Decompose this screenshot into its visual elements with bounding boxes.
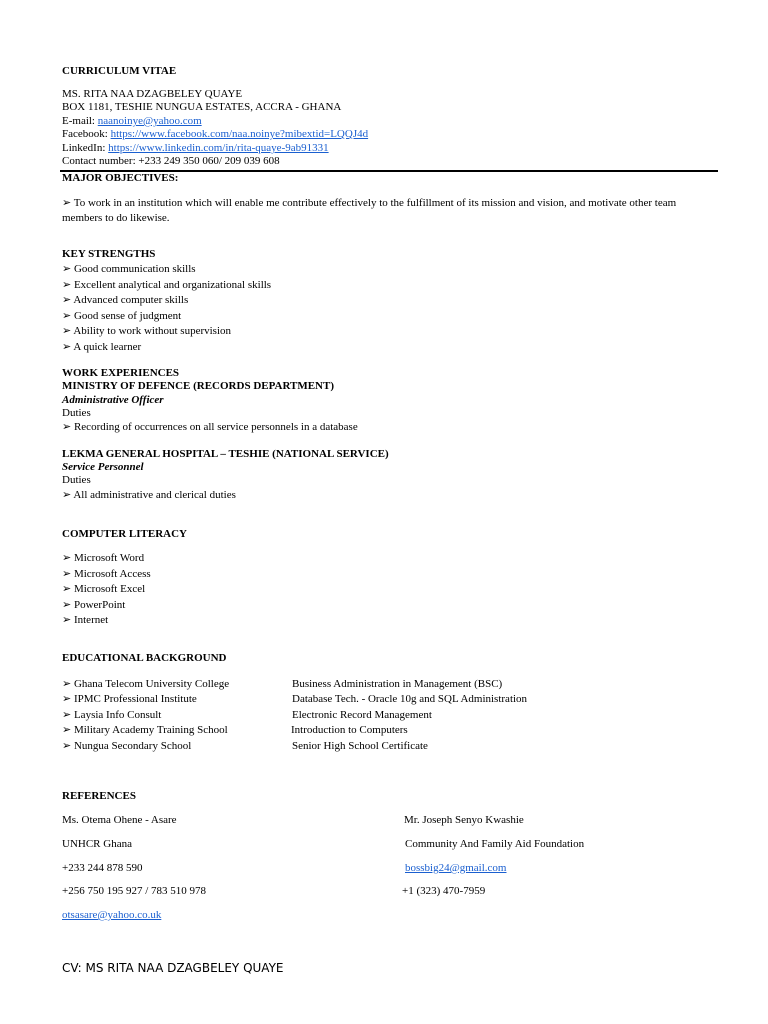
work-heading: WORK EXPERIENCES	[62, 367, 180, 379]
objectives-heading: MAJOR OBJECTIVES:	[62, 172, 179, 184]
reference-name: Mr. Joseph Senyo Kwashie	[404, 814, 524, 826]
reference-phone: +233 244 878 590	[62, 862, 143, 874]
reference-phone: +1 (323) 470-7959	[402, 885, 486, 897]
job-role: Administrative Officer	[62, 394, 164, 406]
strength-item: ➢ Excellent analytical and organizational skills	[62, 279, 272, 291]
facebook-link[interactable]: https://www.facebook.com/naa.noinye?mibextid=LQQJ4d	[110, 128, 369, 140]
email-label: E-mail:	[62, 115, 98, 127]
linkedin-line	[62, 142, 329, 155]
duties-label: Duties	[62, 407, 91, 419]
education-heading: EDUCATIONAL BACKGROUND	[62, 652, 227, 664]
strength-item: ➢ Good communication skills	[62, 263, 196, 275]
education-school: ➢ Ghana Telecom University College	[62, 678, 230, 690]
education-school: ➢ IPMC Professional Institute	[62, 693, 197, 705]
linkedin-link[interactable]: https://www.linkedin.com/in/rita-quaye-9ab91331	[108, 142, 329, 154]
education-school: ➢ Nungua Secondary School	[62, 740, 192, 752]
education-course: Senior High School Certificate	[292, 740, 428, 752]
references-heading: REFERENCES	[62, 790, 136, 802]
linkedin-label: LinkedIn:	[62, 142, 109, 154]
strength-item: ➢ Advanced computer skills	[62, 294, 189, 306]
computer-heading: COMPUTER LITERACY	[62, 528, 187, 540]
job-role: Service Personnel	[62, 461, 144, 473]
duties-label: Duties	[62, 474, 91, 486]
objectives-text: ➢ To work in an institution which will enable me contribute effectively to the fulfillment of its mission and vision, and motivate other team members to do likewise.	[62, 197, 677, 224]
employer-name: LEKMA GENERAL HOSPITAL – TESHIE (NATIONAL SERVICE)	[62, 448, 389, 460]
strength-item: ➢ A quick learner	[62, 341, 142, 353]
document-title: CURRICULUM VITAE	[62, 65, 177, 77]
facebook-label: Facebook:	[62, 128, 111, 140]
reference-org: Community And Family Aid Foundation	[405, 838, 585, 850]
duty-item: ➢ All administrative and clerical duties	[62, 489, 236, 501]
computer-item: ➢ Internet	[62, 614, 109, 626]
education-course: Electronic Record Management	[292, 709, 432, 721]
contact-number: Contact number: +233 249 350 060/ 209 039 608	[62, 155, 280, 167]
education-school: ➢ Military Academy Training School	[62, 724, 228, 736]
facebook-line	[62, 128, 368, 141]
computer-item: ➢ Microsoft Excel	[62, 583, 146, 595]
email-line	[62, 115, 202, 128]
strengths-heading: KEY STRENGTHS	[62, 248, 156, 260]
education-course: Database Tech. - Oracle 10g and SQL Administration	[292, 693, 528, 705]
education-school: ➢ Laysia Info Consult	[62, 709, 162, 721]
reference-org: UNHCR Ghana	[62, 838, 132, 850]
reference-email-link[interactable]: otsasare@yahoo.co.uk	[62, 909, 162, 921]
education-course: Introduction to Computers	[291, 724, 408, 736]
page-footer: CV: MS RITA NAA DZAGBELEY QUAYE	[62, 961, 284, 975]
education-course: Business Administration in Management (BSC)	[292, 678, 503, 690]
strength-item: ➢ Good sense of judgment	[62, 310, 182, 322]
computer-item: ➢ Microsoft Access	[62, 568, 151, 580]
computer-item: ➢ PowerPoint	[62, 599, 126, 611]
reference-name: Ms. Otema Ohene - Asare	[62, 814, 177, 826]
strength-item: ➢ Ability to work without supervision	[62, 325, 232, 337]
reference-email-link[interactable]: bossbig24@gmail.com	[405, 862, 507, 874]
employer-name: MINISTRY OF DEFENCE (RECORDS DEPARTMENT)	[62, 380, 334, 392]
applicant-name: MS. RITA NAA DZAGBELEY QUAYE	[62, 88, 243, 100]
duty-item: ➢ Recording of occurrences on all service personnels in a database	[62, 421, 358, 433]
email-link[interactable]: naanoinye@yahoo.com	[97, 115, 202, 127]
computer-item: ➢ Microsoft Word	[62, 552, 145, 564]
reference-phone: +256 750 195 927 / 783 510 978	[62, 885, 207, 897]
address: BOX 1181, TESHIE NUNGUA ESTATES, ACCRA - GHANA	[62, 101, 342, 113]
